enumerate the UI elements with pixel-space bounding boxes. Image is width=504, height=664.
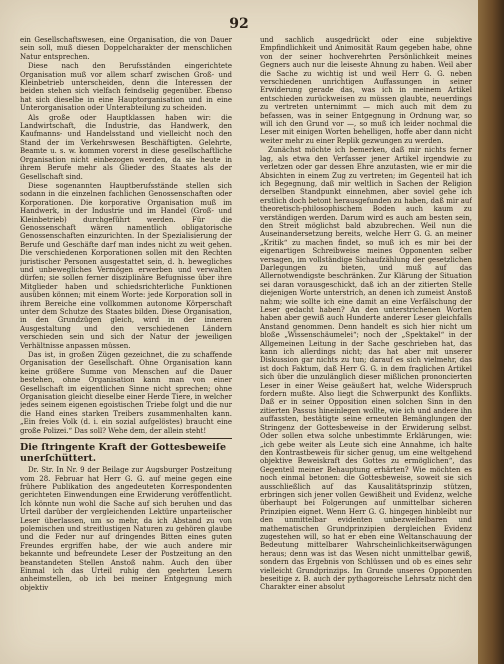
book-spine-edge bbox=[478, 0, 504, 664]
body-paragraph: Zunächst möchte ich bemerken, daß mir nichts ferner lag, als etwa den Verfasser jener Artikel irgendwie zu verletzen oder gar dessen Ehre anzutasten, wie er mir die Absichten in einem Zug zu vertreten; im Gegenteil hat ich ich Begegnung, daß mir weltlich in Sachen der Religion derselben Standpunkt einnehmen, aber soviel gehe ich erstlich doch betont herausgefunden zu haben, daß mir auf theoretisch-philosophischem Boden auch kaum zu verständigen werden. Darum wird es auch am besten sein, den Streit möglichst bald abzubrechen. Weil nun die Auseinandersetzung bereits, welche Herr G. G. an meiner „Kritik“ zu machen findet, so muß ich es mir bei der eigenartigen Schreibweise meines Opponenten selber versagen, im vollständige Sichaufzählung der gesetzlichen Darlegungen zu bieten, und muß auf das Allernotwendigste beschränken. Zur Klärung der Situation sei daran vorausgeschickt, daß ich an der zitierten Stelle diejenigen Worte unterstrich, an denen ich zumeist Anstoß nahm; wie sollte ich eine damit an eine Verfälschung der Leser gedacht haben? An den unterstrichenen Worten haben aber gewiß auch Hunderte anderer Leser gleichfalls Anstand genommen. Denn handelt es sich hier nicht um bloße „Wissenschäumelei“; noch der „Spektakel“ in der Allgemeinen Leitung in der Sache geschrieben hat, das kann ich allerdings nicht; das hat aber mit unserer Diskussion gar nichts zu tun; darauf es sich vielmehr, das ist doch Faktum, daß Herr G. G. in dem fraglichen Artikel sich über die unzulänglich dieser mißlichen prononcierten Leser in einer Weise geäußert hat, welche Widerspruch fordern mußte. Also liegt die Schwerpunkt des Konflikts. Daß er in seiner Opposition einen solchen Sinn in den zitierten Passus hineinlegen wollte, wie ich und andere ihn auffassten, bestätigte seine erneuten Bemänglungen der Stringenz der Gottesbeweise in der Erwiderung selbst. Oder sollen etwa solche unbestimmte Erklärungen, wie: „ich gebe weiter als Leute sich eine Annahme, ich halte den Kontrastbeweis für sicher genug, um eine weltgehend objektive Beweiskraft des Gottes zu ermöglichen“, das Gegenteil meiner Behauptung erhärten? Wie möchten es noch einmal betonen: die Gottesbeweise, soweit sie sich ausschließlich auf das Kausalitätsprinzip stützen, erbringen sich jener vollen Gewißheit und Evidenz, welche überhaupt bei Folgerungen auf unmittelbar sicheren Prinzipien eignet. Wenn Herr G. G. hingegen hinbleibt nur den unmittelbar evidenten unbezweifelbaren und mathematischen Grundprinzipien dergleichen Evidenz zugestehen will, so hat er eben eine Weltanschauung der Bedeutung mittelbarer Wahrscheinlichkeitserwägungen heraus; denn was ist das Wesen nicht unmittelbar gewiß, sondern das Ergebnis von Schlüssen und ob es eines sehr vielleicht Grundprinzips. Im Grunde unseres Opponenten beseitige z. B. auch der pythagoreische Lehrsatz nicht den Charakter einer absolut bbox=[260, 146, 472, 592]
letter-paragraph: Dr. Str. In Nr. 9 der Beilage zur Augsburger Postzeitung vom 28. Februar hat Herr G. G. auf meine gegen eine frühere Publikation des angedeuteten Korrespondenten gerichteten Einwendungen eine Erwiderung veröffentlicht. Ich könnte nun wohl die Sache auf sich beruhen und das Urteil darüber der vergleichenden Lektüre unparteiischer Leser überlassen, um so mehr, da ich Abstand zu von polemischen und streitlustigen Naturen zu gehören glaube und die Feder nur auf dringendes Bitten eines guten Freundes ergriffen habe, der wie auch andere mir bekannte und befreundete Leser der Postzeitung an den beanstandeten Stellen Anstoß nahm. Auch den über Einmal ich das Urteil ruhig den geehrten Lesern anheimstellen, ob ich bei meiner Entgegnung mich objektiv bbox=[20, 466, 232, 592]
right-column bbox=[260, 36, 472, 652]
body-paragraph: Das ist, in großen Zügen gezeichnet, die zu schaffende Organisation der Gesellschaft. Ohne Organisation kann keine größere Summe von Menschen auf die Dauer bestehen, ohne Organisation kann man von einer Gesellschaft im eigentlichen Sinne nicht sprechen; ohne Organisation gleicht dieselbe einer Herde Tiere, in welcher jedes seinem eigenen egoistischen Triebe folgt und die nur die Hand eines starken Treibers zusammenhalten kann. „Ein freies Volk (d. i. ein sozial aufgelöstes) braucht eine große Polizei.“ Das soll? Wehe dem, der allein steht! bbox=[20, 351, 232, 435]
section-divider bbox=[20, 438, 232, 439]
body-paragraph: Diese nach den Berufsständen eingerichtete Organisation muß vor allem scharf zwischen Groß- und Kleinbetrieb unterscheiden, denn die Interessen der beiden stehen sich vielfach feindselig gegenüber. Ebenso hat sich dieselbe in eine Hauptorganisation und in eine Unterorganisation oder Unterabteilung zu scheiden. bbox=[20, 62, 232, 113]
left-column bbox=[20, 36, 232, 652]
body-paragraph: Diese sogenannten Hauptberufsstände stellen sich sodann in die einzelnen fachlichen Genossenschaften oder Korporationen. Die korporative Organisation muß im Handwerk, in der Industrie und im Handel (Groß- und Kleinbetrieb) durchgeführt werden. Für die Genossenschaft wären namentlich obligatorische Genossenschaften einzurichten. In der Spezialisierung der Berufe und Geschäfte darf man indes nicht zu weit gehen. Die verschiedenen Korporationen sollen mit den Rechten juristischer Personen ausgestattet sein, d. h. bewegliches und unbewegliches Vermögen erwerben und verwalten dürfen; sie sollen ferner disziplinäre Befugnisse über ihre Mitglieder haben und schiedsrichterliche Funktionen ausüben können; mit einem Worte: jede Korporation soll in ihrem Bereiche eine vollkommen autonome Körperschaft unter dem Schutze des Staates bilden. Diese Organisation, in den Grundzügen gleich, wird in der inneren Ausgestaltung und den verschiedenen Ländern verschieden sein und sich der Natur der jeweiligen Verhältnisse anpassen müssen. bbox=[20, 181, 232, 350]
page-number: 92 bbox=[229, 16, 249, 32]
body-paragraph: Als große oder Hauptklassen haben wir: die Landwirtschaft, die Industrie, das Handwerk, den Kaufmanns- und Handelsstand und vielleicht noch den Stand der im Verkehrswesen Beschäftigten. Gelehrte, Beamte u. s. w. kommen vorerst in diese gesellschaftliche Organisation nicht einbezogen werden, da sie heute in ihrem Berufe mehr als Glieder des Staates als der Gesellschaft sind. bbox=[20, 113, 232, 181]
article-heading: Die ſtringente Kraft der Gottesbeweiſe unerſchüttert. bbox=[20, 442, 226, 465]
body-paragraph: ein Gesellschaftswesen, eine Organisation, die von Dauer sein soll, muß diesen Doppelcharakter der menschlichen Natur entsprechen. bbox=[20, 36, 232, 61]
body-paragraph: und sachlich ausgedrückt oder eine subjektive Empfindlichkeit und Animosität Raum gegeben habe, ohne von der seiner hochverehrten Persönlichkeit meines Gegners auch nur die leiseste Ahnung zu haben. Weil aber die Sache zu wichtig ist und weil Herr G. G. neben verschiedenen unrichtigen Auffassungen in seiner Erwiderung gerade das, was ich in meinem Artikel entschieden zurückweisen zu müssen glaubte, neuerdings zu vertreten unternimmt — mich auch mit dem zu befassen, was in seiner Entgegnung in Ordnung war, so will ich den Grund vor —, so muß ich leider nochmal die Leser mit einigen Worten behelligen, hoffe aber dann nicht weiter mehr zu einer Replik gezwungen zu werden. bbox=[260, 36, 472, 145]
